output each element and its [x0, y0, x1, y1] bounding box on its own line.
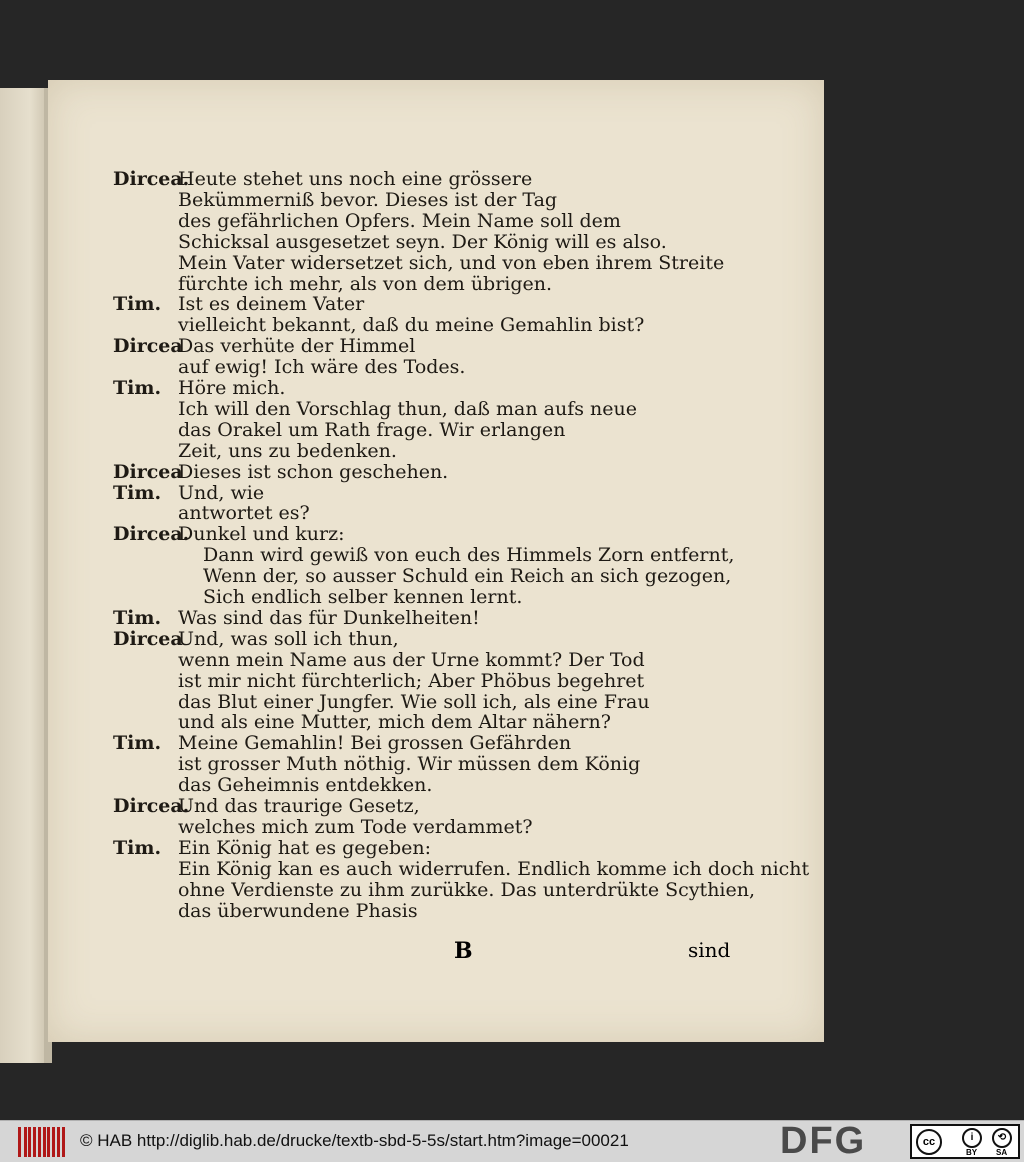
sa-label: SA — [996, 1148, 1008, 1157]
hab-logo-bar — [33, 1127, 36, 1157]
speaker-name: Tim. — [113, 481, 162, 504]
speech-line: ist grosser Muth nöthig. Wir müssen dem König — [178, 753, 641, 776]
speaker-name: Tim. — [113, 732, 162, 755]
hab-logo-icon[interactable] — [18, 1127, 66, 1157]
speech-line: wenn mein Name aus der Urne kommt? Der Tod — [178, 648, 645, 671]
speech-line: Heute stehet uns noch eine grössere — [178, 168, 533, 190]
hab-logo-bar — [57, 1127, 60, 1157]
speaker-name: Tim. — [113, 606, 162, 629]
footer-bar — [0, 1120, 1024, 1162]
by-label: BY — [966, 1148, 978, 1157]
speech-line: und als eine Mutter, mich dem Altar nähern? — [178, 711, 611, 734]
speaker-name: Dircea — [113, 627, 183, 650]
hab-logo-bar — [47, 1127, 50, 1157]
speech-line: vielleicht bekannt, daß du meine Gemahlin bist? — [178, 314, 645, 337]
speaker-name: Dircea. — [113, 168, 190, 190]
hab-logo-bar — [38, 1127, 41, 1157]
speech-line: das Orakel um Rath frage. Wir erlangen — [178, 418, 566, 441]
speech-line: auf ewig! Ich wäre des Todes. — [178, 356, 466, 379]
catchword: sind — [688, 938, 731, 962]
speaker-name: Dircea — [113, 335, 183, 358]
speech-line: ohne Verdienste zu ihm zurükke. Das unterdrükte Scythien, — [178, 878, 756, 901]
speech-line: das Geheimnis entdekken. — [178, 774, 433, 797]
speech-line: ist mir nicht fürchterlich; Aber Phöbus begehret — [178, 669, 645, 692]
speech-line: Bekümmerniß bevor. Dieses ist der Tag — [178, 188, 558, 211]
speech-line: Zeit, uns zu bedenken. — [178, 439, 397, 462]
dfg-logo[interactable]: DFG — [780, 1120, 867, 1162]
speaker-name: Dircea — [113, 460, 183, 483]
speech-line: das überwundene Phasis — [178, 899, 418, 922]
speech-line: Höre mich. — [178, 377, 286, 399]
speech-line: Was sind das für Dunkelheiten! — [178, 606, 480, 629]
speech-line: Und, wie — [178, 481, 265, 504]
speech-line: fürchte ich mehr, als von dem übrigen. — [178, 272, 553, 295]
speech-line: welches mich zum Tode verdammet? — [178, 815, 533, 838]
speech-line: Meine Gemahlin! Bei grossen Gefährden — [178, 732, 572, 755]
speech-line: Und das traurige Gesetz, — [178, 795, 420, 817]
by-icon: i — [962, 1128, 982, 1148]
hab-logo-bar — [24, 1127, 27, 1157]
page-text — [48, 80, 824, 1042]
speech-line: Ich will den Vorschlag thun, daß man aufs neue — [178, 397, 637, 420]
cc-license-badge[interactable] — [910, 1124, 1020, 1159]
hab-logo-bar — [62, 1127, 65, 1157]
cc-icon: cc — [916, 1129, 942, 1155]
speaker-name: Dircea. — [113, 523, 190, 546]
speech-line: Dieses ist schon geschehen. — [178, 460, 449, 483]
hab-logo-bar — [18, 1127, 21, 1157]
hab-logo-bar — [28, 1127, 31, 1157]
speech-line: Das verhüte der Himmel — [178, 335, 416, 358]
signature-mark: B — [454, 938, 473, 964]
copyright-link[interactable]: © HAB http://diglib.hab.de/drucke/textb-sbd-5-5s/start.htm?image=00021 — [80, 1131, 629, 1150]
speaker-name: Tim. — [113, 836, 162, 859]
verse-line: Wenn der, so ausser Schuld ein Reich an sich gezogen, — [203, 565, 732, 588]
speech-line: Ein König kan es auch widerrufen. Endlich komme ich doch nicht — [178, 857, 810, 880]
speech-line: des gefährlichen Opfers. Mein Name soll dem — [178, 209, 621, 232]
speech-line: Ist es deinem Vater — [178, 293, 365, 316]
previous-page-edge — [0, 88, 50, 1063]
sa-icon: ⟲ — [992, 1128, 1012, 1148]
hab-logo-bar — [52, 1127, 55, 1157]
speaker-name: Tim. — [113, 293, 162, 316]
hab-logo-bar — [43, 1127, 46, 1157]
verse-line: Dann wird gewiß von euch des Himmels Zorn entfernt, — [203, 544, 735, 567]
scanned-page — [48, 80, 824, 1042]
speech-line: Und, was soll ich thun, — [178, 627, 399, 650]
speech-line: Schicksal ausgesetzet seyn. Der König will es also. — [178, 230, 667, 253]
speech-line: das Blut einer Jungfer. Wie soll ich, als eine Frau — [178, 690, 650, 713]
speech-line: Mein Vater widersetzet sich, und von eben ihrem Streite — [178, 251, 725, 274]
speech-line: Dunkel und kurz: — [178, 523, 345, 546]
verse-line: Sich endlich selber kennen lernt. — [203, 586, 523, 608]
speech-line: antwortet es? — [178, 502, 310, 525]
speaker-name: Dircea. — [113, 795, 190, 817]
speech-line: Ein König hat es gegeben: — [178, 836, 431, 859]
speaker-name: Tim. — [113, 377, 162, 399]
